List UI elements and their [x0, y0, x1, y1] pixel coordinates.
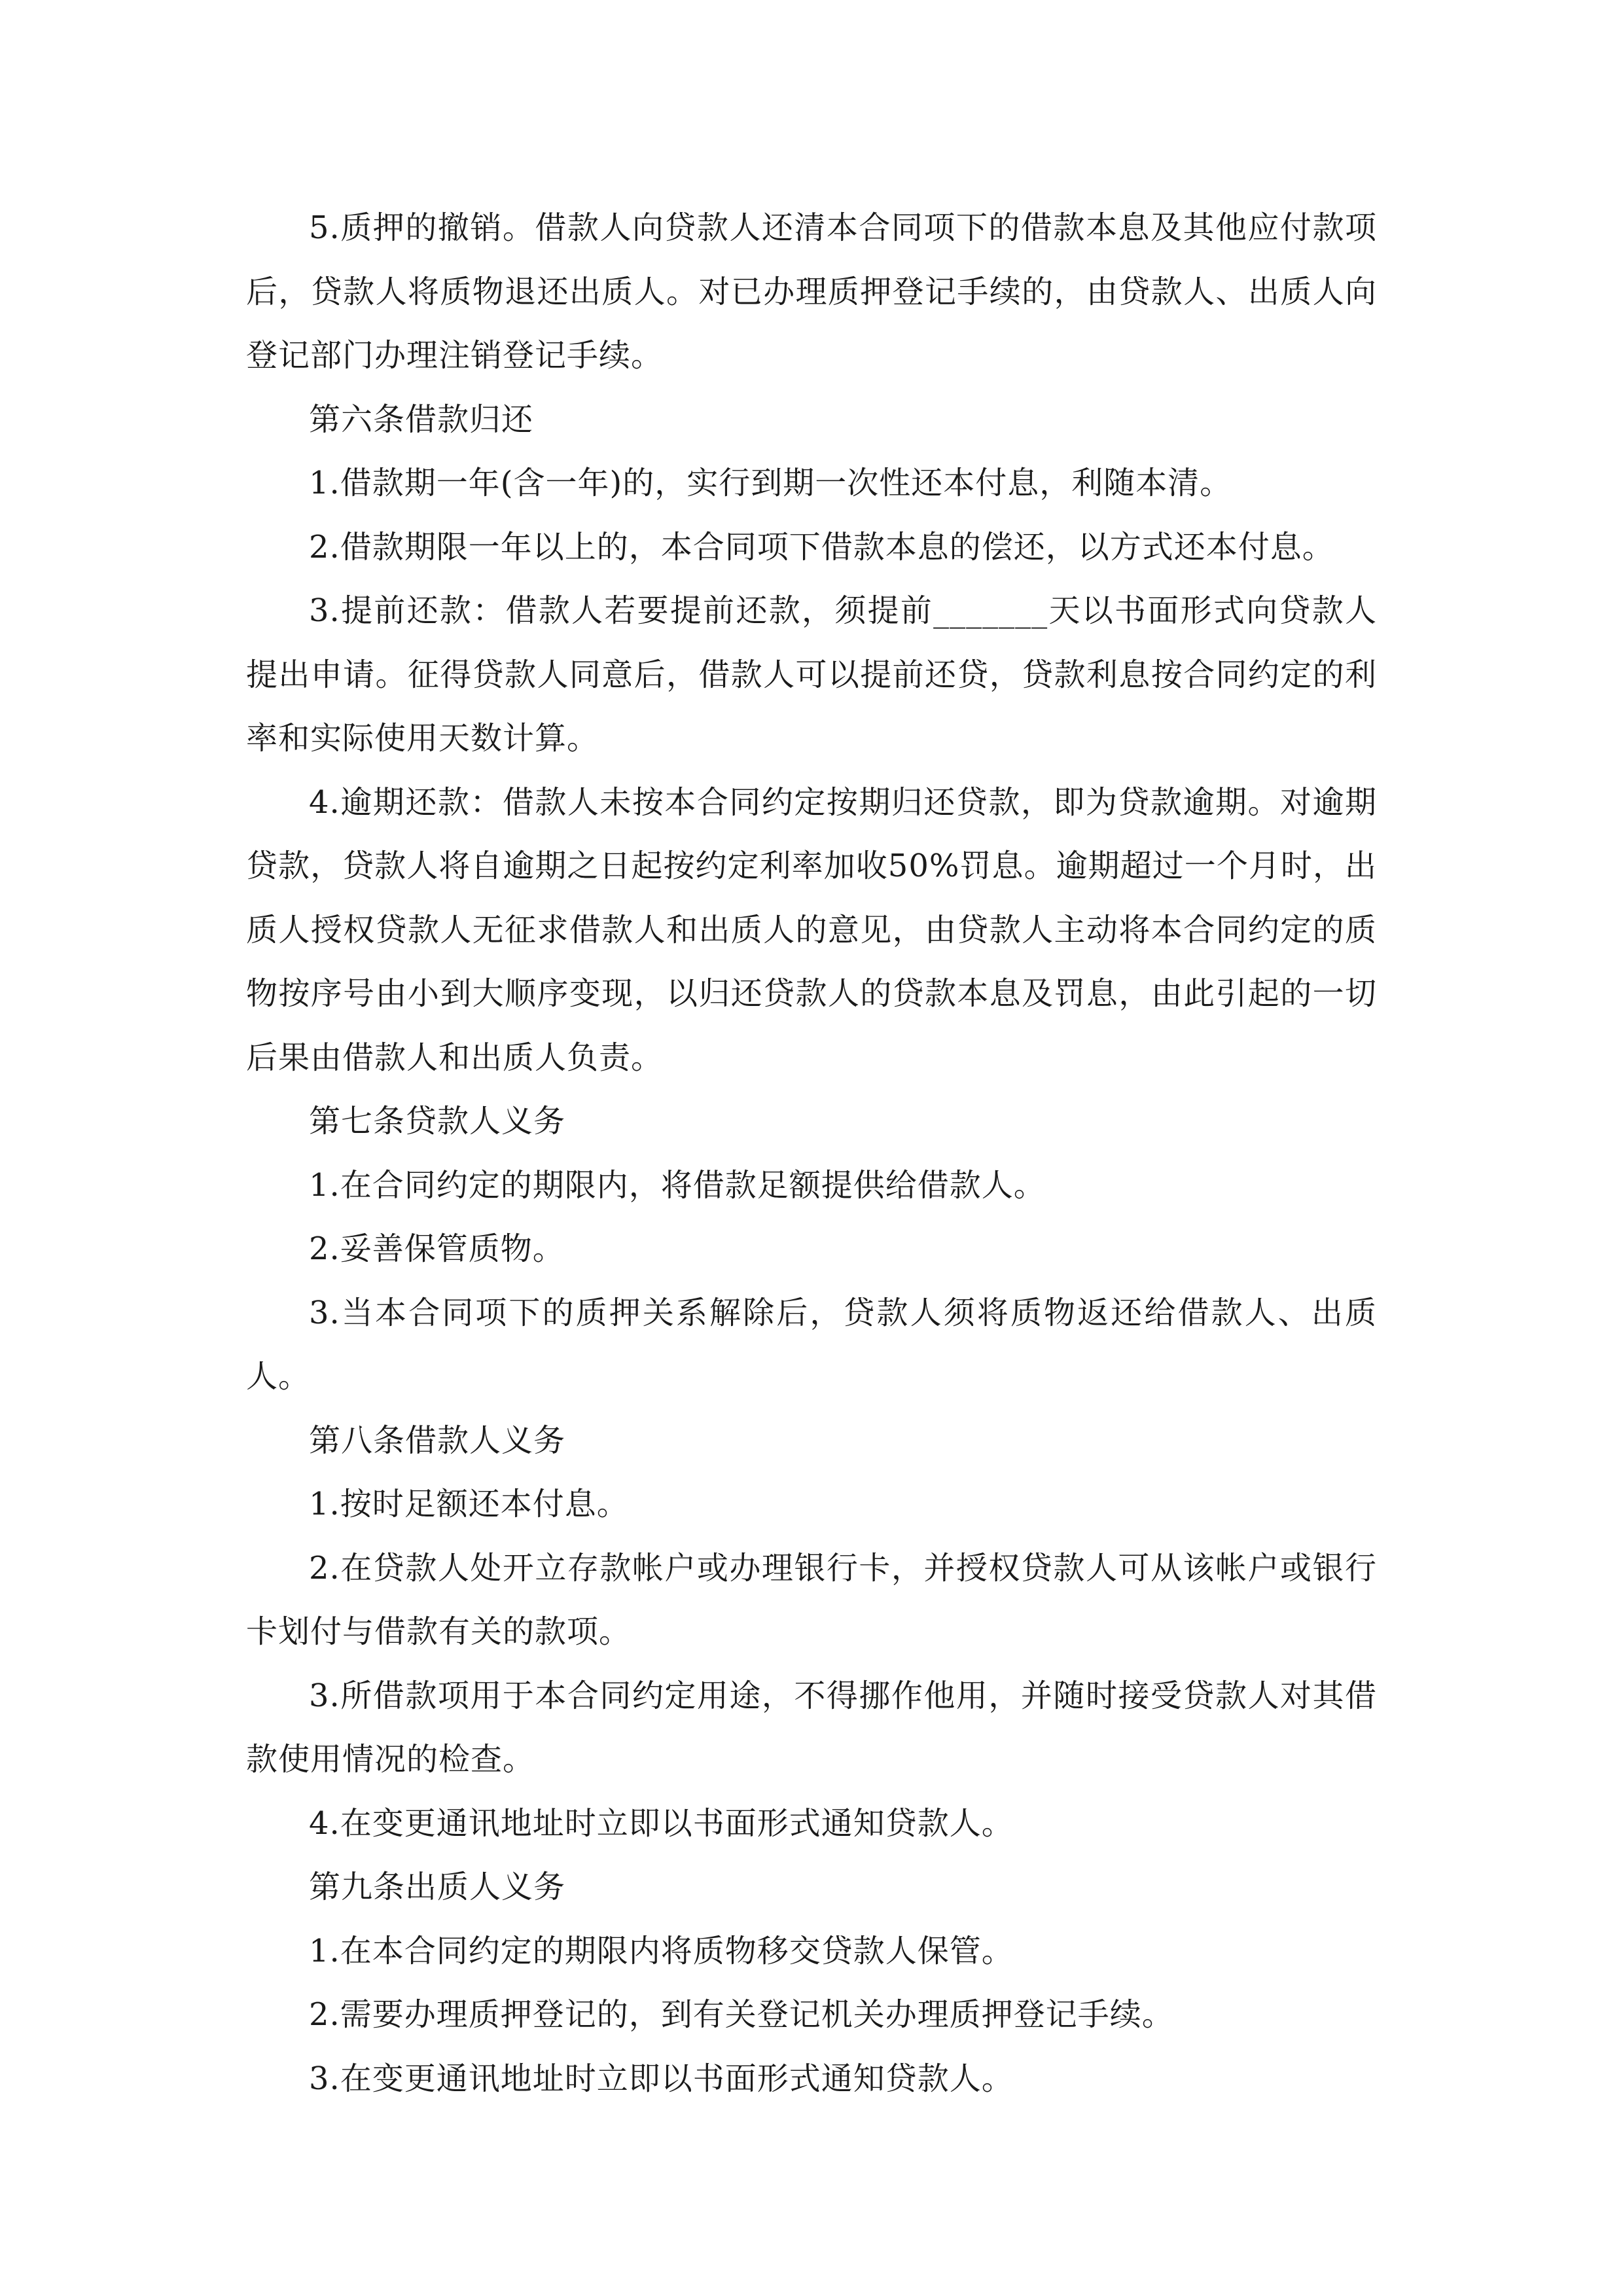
- article-7-item-2: 2.妥善保管质物。: [309, 1230, 565, 1267]
- article-6-item-1: 1.借款期一年(含一年)的，实行到期一次性还本付息，利随本清。: [309, 465, 1232, 501]
- article-6-heading: 第六条借款归还: [309, 401, 534, 438]
- article-7-item-3: 3.当本合同项下的质押关系解除后，贷款人须将质物返还给借款人、出质人。: [246, 1294, 1377, 1395]
- article-8-item-1: 1.按时足额还本付息。: [309, 1486, 629, 1522]
- article-7-item-1: 1.在合同约定的期限内，将借款足额提供给借款人。: [309, 1166, 1046, 1204]
- document-body: [246, 196, 1377, 2111]
- article-6-item-3: 3.提前还款：借款人若要提前还款，须提前_______天以书面形式向贷款人提出申请。征得贷款人同意后，借款人可以提前还贷，贷款利息按合同约定的利率和实际使用天数计算。: [246, 592, 1377, 757]
- article-9-heading: 第九条出质人义务: [309, 1869, 566, 1905]
- article-8-item-2: 2.在贷款人处开立存款帐户或办理银行卡，并授权贷款人可从该帐户或银行卡划付与借款有关的款项。: [246, 1549, 1377, 1650]
- article-8-heading: 第八条借款人义务: [309, 1422, 566, 1459]
- article-8-item-3: 3.所借款项用于本合同约定用途，不得挪作他用，并随时接受贷款人对其借款使用情况的检查。: [246, 1677, 1377, 1778]
- article-9-item-1: 1.在本合同约定的期限内将质物移交贷款人保管。: [309, 1932, 1014, 1969]
- article-6-item-2: 2.借款期限一年以上的，本合同项下借款本息的偿还，以方式还本付息。: [309, 528, 1334, 565]
- article-7-heading: 第七条贷款人义务: [309, 1103, 566, 1139]
- article-9-item-2: 2.需要办理质押登记的，到有关登记机关办理质押登记手续。: [309, 1996, 1174, 2033]
- article-9-item-3: 3.在变更通讯地址时立即以书面形式通知贷款人。: [309, 2060, 1014, 2097]
- article-8-item-4: 4.在变更通讯地址时立即以书面形式通知贷款人。: [309, 1804, 1014, 1842]
- article-6-item-4: 4.逾期还款：借款人未按本合同约定按期归还贷款，即为贷款逾期。对逾期贷款，贷款人将自逾期之日起按约定利率加收50%罚息。逾期超过一个月时，出质人授权贷款人无征求借款人和出质人的意见，由贷款人主动将本合同约定的质物按序号由小到大顺序变现，以归还贷款人的贷款本息及罚息，由此引起的一切后果由借款人和出质人负责。: [246, 783, 1377, 1076]
- clause-5-pledge-revocation: 5.质押的撤销。借款人向贷款人还清本合同项下的借款本息及其他应付款项后，贷款人将质物退还出质人。对已办理质押登记手续的，由贷款人、出质人向登记部门办理注销登记手续。: [246, 209, 1377, 374]
